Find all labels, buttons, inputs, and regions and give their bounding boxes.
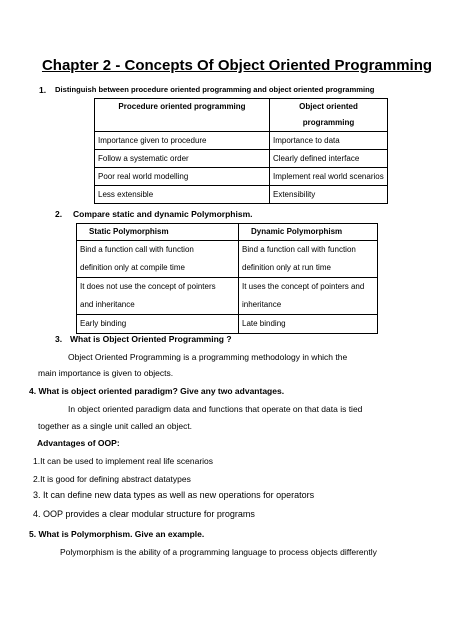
table-cell: Importance to data <box>270 132 388 150</box>
cell-line: definition only at run time <box>242 263 331 272</box>
q3-number: 3. <box>55 334 63 344</box>
q4-text: 4. What is object oriented paradigm? Give any two advantages. <box>29 386 285 396</box>
cell-line: inheritance <box>242 300 282 309</box>
table-cell <box>239 241 378 278</box>
cell-line: It uses the concept of pointers and <box>242 282 365 291</box>
procedure-vs-object-table <box>94 98 388 204</box>
table-cell: Clearly defined interface <box>270 150 388 168</box>
table-cell <box>77 278 239 315</box>
q5-text: 5. What is Polymorphism. Give an example. <box>29 529 205 539</box>
advantage-item: 3. It can define new data types as well as new operations for operators <box>33 490 315 500</box>
table-cell: Importance given to procedure <box>95 132 270 150</box>
table-row <box>95 132 388 150</box>
cell-line: Bind a function call with function <box>242 245 356 254</box>
table-header-cell: Procedure oriented programming <box>95 99 270 132</box>
table-header-cell: Static Polymorphism <box>77 224 239 241</box>
polymorphism-table <box>76 223 378 334</box>
table-row <box>77 278 378 315</box>
page-title: Chapter 2 - Concepts Of Object Oriented Programming <box>41 57 433 74</box>
table-cell: Less extensible <box>95 186 270 204</box>
q2-text: Compare static and dynamic Polymorphism. <box>73 209 253 219</box>
q4-answer-line: together as a single unit called an object. <box>38 421 193 431</box>
cell-line: definition only at compile time <box>80 263 185 272</box>
table-header-row <box>95 99 388 132</box>
q3-text: What is Object Oriented Programming ? <box>70 334 232 344</box>
table-header-cell: Object oriented programming <box>270 99 388 132</box>
table-header-row <box>77 224 378 241</box>
advantage-item: 4. OOP provides a clear modular structure for programs <box>33 509 255 519</box>
table-row <box>77 315 378 334</box>
advantage-item: 2.It is good for defining abstract datatypes <box>33 474 191 484</box>
q4-answer-line: In object oriented paradigm data and functions that operate on that data is tied <box>68 404 363 414</box>
table-cell <box>77 241 239 278</box>
table-cell <box>239 278 378 315</box>
table-row <box>95 168 388 186</box>
q5-answer: Polymorphism is the ability of a programming language to process objects differently <box>60 547 377 557</box>
table-header-cell: Dynamic Polymorphism <box>239 224 378 241</box>
table-cell: Late binding <box>239 315 378 334</box>
cell-line: and inheritance <box>80 300 135 309</box>
table-cell: Early binding <box>77 315 239 334</box>
q2-number: 2. <box>55 209 63 219</box>
cell-line: It does not use the concept of pointers <box>80 282 216 291</box>
table-cell: Follow a systematic order <box>95 150 270 168</box>
q1-number: 1. <box>39 85 47 95</box>
table-cell: Implement real world scenarios <box>270 168 388 186</box>
table-row <box>95 186 388 204</box>
advantages-heading: Advantages of OOP: <box>37 438 120 448</box>
cell-line: Bind a function call with function <box>80 245 194 254</box>
table-row <box>77 241 378 278</box>
q3-answer-line: Object Oriented Programming is a programming methodology in which the <box>68 352 348 362</box>
q3-answer-line: main importance is given to objects. <box>38 368 174 378</box>
table-cell: Poor real world modelling <box>95 168 270 186</box>
q1-text: Distinguish between procedure oriented programming and object oriented programming <box>55 85 375 94</box>
table-row <box>95 150 388 168</box>
advantage-item: 1.It can be used to implement real life scenarios <box>33 456 214 466</box>
table-cell: Extensibility <box>270 186 388 204</box>
